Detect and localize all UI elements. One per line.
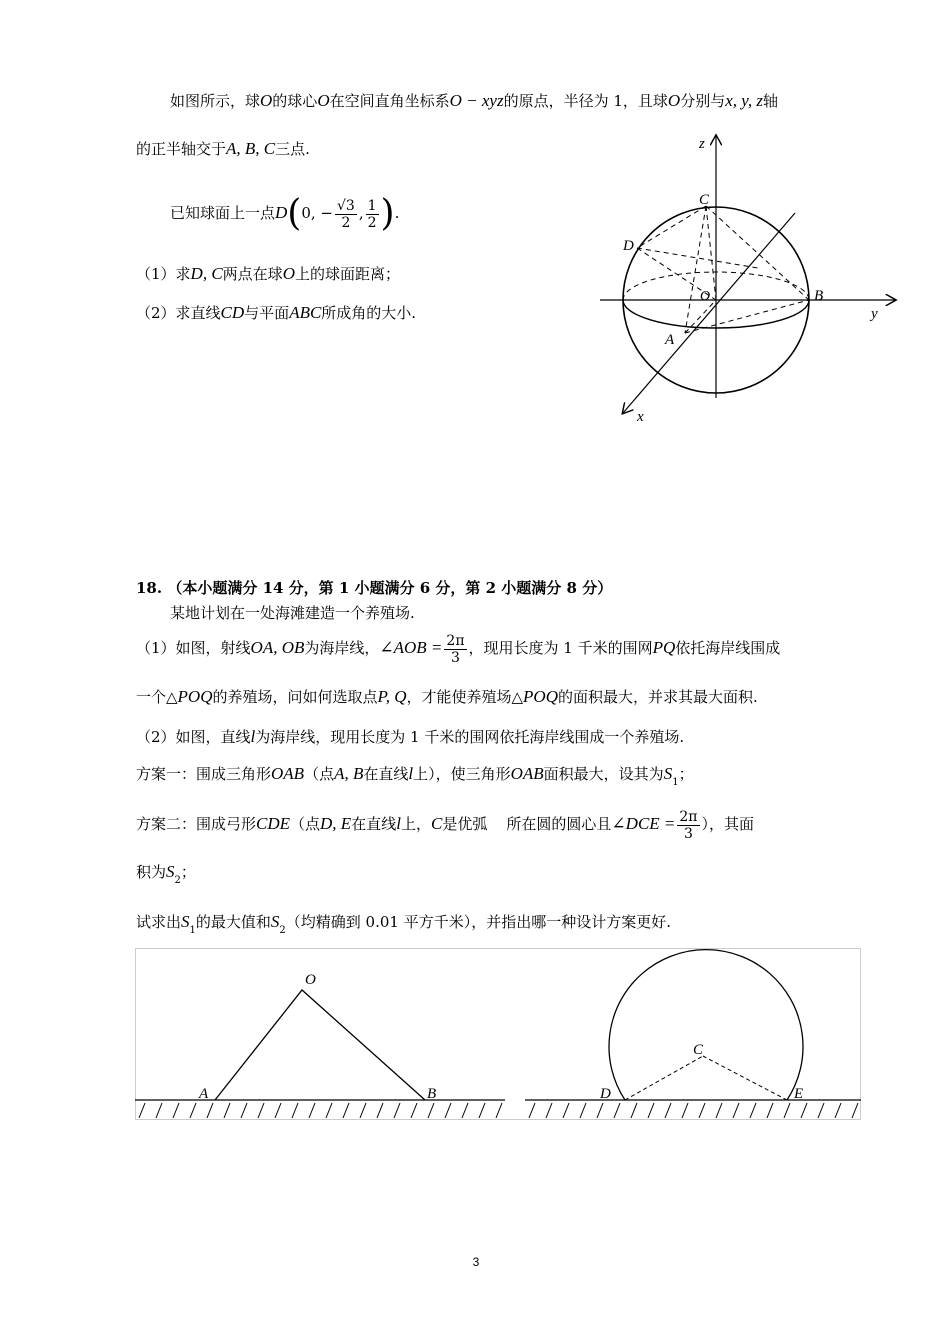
shore-hatch (275, 1103, 281, 1118)
shore-hatch (529, 1103, 535, 1118)
shore-hatch (428, 1103, 434, 1118)
shore-hatch (716, 1103, 722, 1118)
shore-hatch (156, 1103, 162, 1118)
q17-part1: （1）求D, C两点在球O上的球面距离； (136, 264, 400, 283)
x-axis (623, 213, 795, 413)
q17-known-point: 已知球面上一点D(0, − $\frac{√3}{2}$ , $\frac{1}{2}$ ). (170, 193, 400, 234)
shore-hatch (546, 1103, 552, 1118)
q17-intro-line2: 的正半轴交于A, B, C三点. (136, 139, 310, 158)
sphere-figure (595, 128, 905, 428)
label-D-fig: D (600, 1086, 611, 1102)
label-C: C (699, 192, 710, 208)
shore-hatch (190, 1103, 196, 1118)
label-A-fig: A (199, 1086, 209, 1102)
shore-hatch (648, 1103, 654, 1118)
label-O: O (700, 289, 711, 304)
shore-hatch (614, 1103, 620, 1118)
q18-figures (135, 948, 861, 1120)
shore-hatch (801, 1103, 807, 1118)
label-A: A (665, 332, 675, 348)
label-B: B (814, 288, 824, 304)
shore-hatch (784, 1103, 790, 1118)
q17-intro-line1: 如图所示，球O的球心O在空间直角坐标系O − xyz的原点，半径为 1，且球O分别与x, y, z轴 (170, 91, 778, 110)
shore-hatch (224, 1103, 230, 1118)
label-B-fig: B (427, 1086, 437, 1102)
shore-hatch (309, 1103, 315, 1118)
shore-hatch (479, 1103, 485, 1118)
label-D: D (623, 238, 634, 254)
shore-hatch (733, 1103, 739, 1118)
shore-hatch (207, 1103, 213, 1118)
shore-hatch (563, 1103, 569, 1118)
shore-hatch (496, 1103, 502, 1118)
q18-part2: （2）如图，直线l为海岸线，现用长度为 1 千米的围网依托海岸线围成一个养殖场. (136, 727, 685, 746)
shore-hatch (343, 1103, 349, 1118)
q18-intro: 某地计划在一处海滩建造一个养殖场. (170, 604, 415, 622)
shore-hatch (580, 1103, 586, 1118)
shore-hatch (326, 1103, 332, 1118)
q18-part1-line2: 一个△POQ的养殖场，问如何选取点P, Q，才能使养殖场△POQ的面积最大，并求其最大面积. (136, 687, 758, 706)
major-arc (609, 950, 803, 1100)
shore-hatch (462, 1103, 468, 1118)
shore-hatch (411, 1103, 417, 1118)
shore-hatch (665, 1103, 671, 1118)
q18-scheme1: 方案一：围成三角形OAB（点A, B在直线l上），使三角形OAB面积最大，设其为$S_1$； (136, 764, 694, 788)
label-y: y (871, 306, 878, 322)
q18-part1-line1: （1）如图，射线OA, OB为海岸线，∠AOB = $\frac{2\pi}{3}$ ，现用长度为 1 千米的围网PQ依托海岸线围成 (136, 632, 781, 666)
shore-hatch (360, 1103, 366, 1118)
shore-hatch (699, 1103, 705, 1118)
label-C-fig: C (693, 1042, 704, 1058)
shore-hatch (852, 1103, 858, 1118)
q18-header: 18. （本小题满分 14 分，第 1 小题满分 6 分，第 2 小题满分 8 分） (136, 579, 613, 597)
label-x: x (637, 409, 644, 425)
q18-scheme2-cont: 积为$S_2$； (136, 862, 196, 886)
shore-hatch (139, 1103, 145, 1118)
shore-hatch (818, 1103, 824, 1118)
shore-hatch (631, 1103, 637, 1118)
shore-hatch (445, 1103, 451, 1118)
shore-hatch (241, 1103, 247, 1118)
q18-ask: 试求出$S_1$的最大值和$S_2$（均精确到 0.01 平方千米），并指出哪一种设计方案更好. (136, 912, 671, 936)
q17-part2: （2）求直线CD与平面ABC所成角的大小. (136, 303, 417, 322)
shore-hatch (597, 1103, 603, 1118)
label-E-fig: E (794, 1086, 804, 1102)
shore-hatch (173, 1103, 179, 1118)
page-number: 3 (472, 1255, 480, 1269)
shore-hatch (835, 1103, 841, 1118)
triangle-oab (215, 990, 425, 1100)
shore-hatch (682, 1103, 688, 1118)
shore-hatch (292, 1103, 298, 1118)
q18-scheme2: 方案二：围成弓形CDE（点D, E在直线l上，C是优弧 所在圆的圆心且∠DCE = $\frac{2\pi}{3}$ ），其面 (136, 808, 755, 842)
shore-hatch (750, 1103, 756, 1118)
shore-hatch (258, 1103, 264, 1118)
label-O-fig: O (305, 972, 316, 988)
shore-hatch (767, 1103, 773, 1118)
shore-hatch (377, 1103, 383, 1118)
label-z: z (699, 136, 705, 152)
shore-hatch (394, 1103, 400, 1118)
